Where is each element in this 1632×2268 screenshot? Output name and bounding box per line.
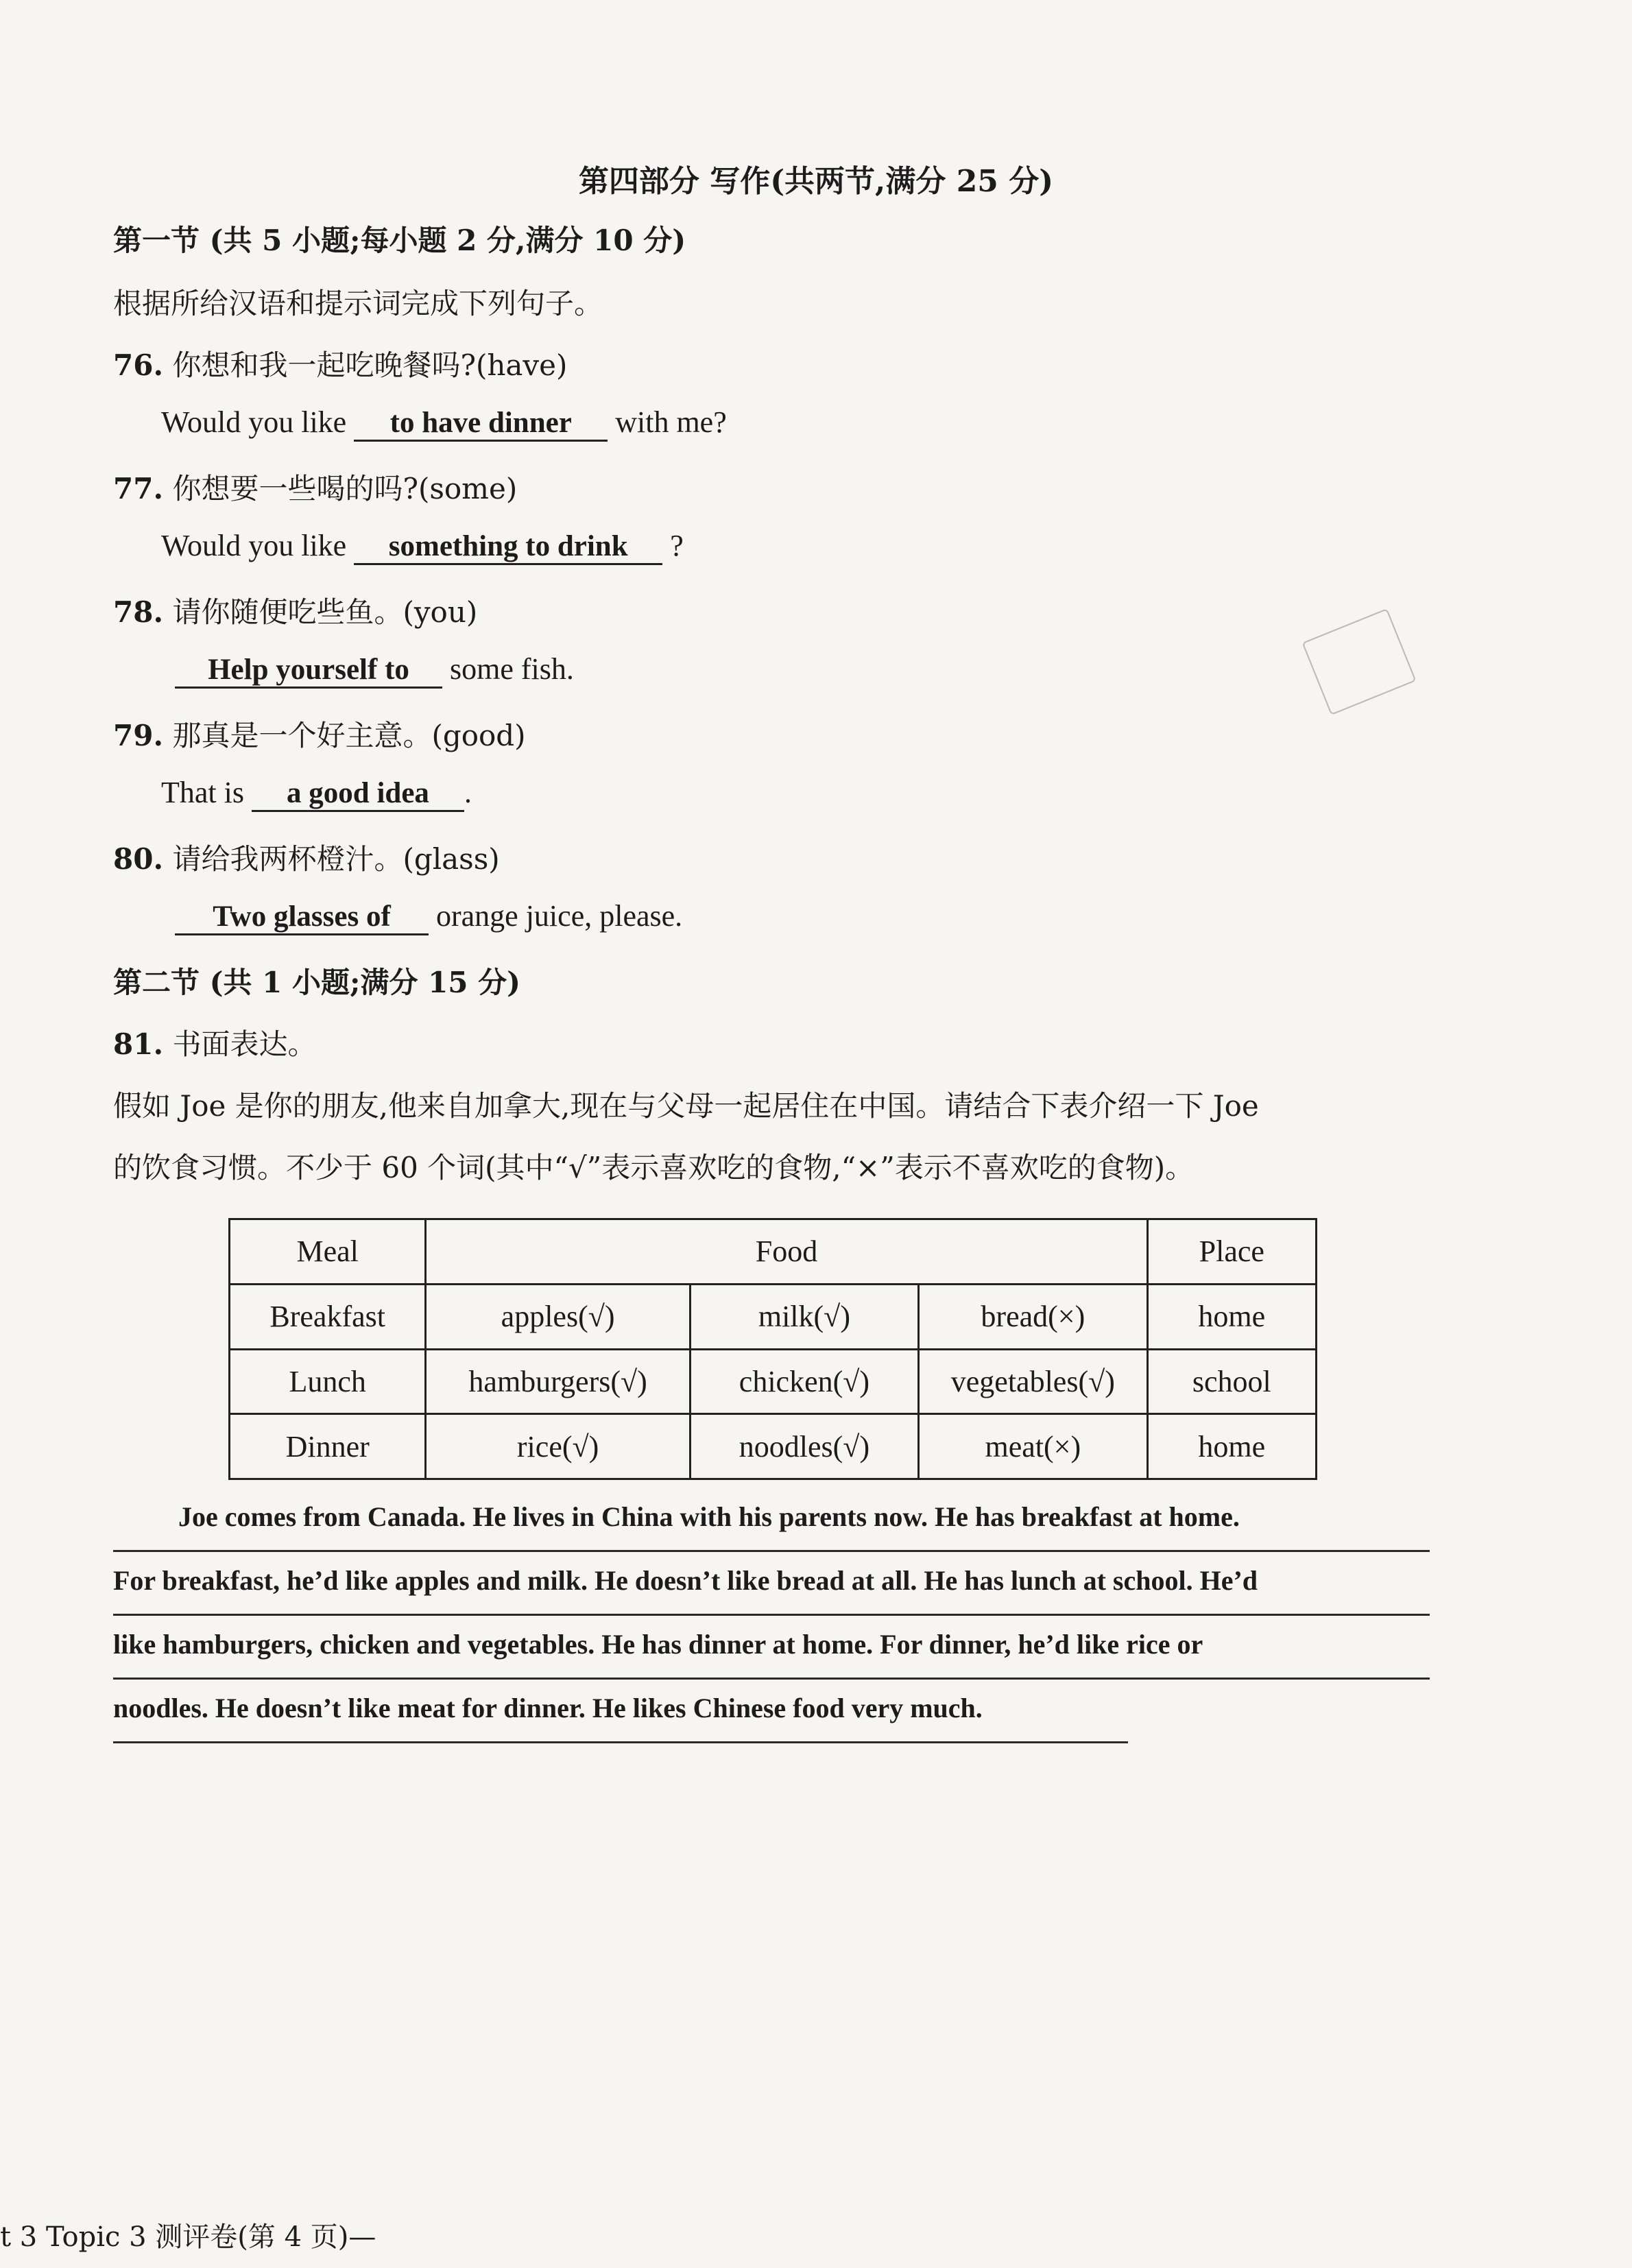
question-chinese: 你想要一些喝的吗?(some) [172, 472, 518, 505]
answer-blank: Two glasses of [175, 900, 429, 935]
food-cell: vegetables(√) [919, 1349, 1148, 1414]
page-title: 第四部分 写作(共两节,满分 25 分) [578, 164, 1054, 199]
essay-line: noodles. He doesn’t like meat for dinner. He likes Chinese food very much. [113, 1680, 1128, 1743]
food-cell: hamburgers(√) [426, 1349, 690, 1414]
question-79-sentence [161, 775, 472, 812]
question-number: 78. [113, 595, 164, 629]
table-row [230, 1284, 1317, 1349]
question-number: 76. [113, 348, 164, 382]
question-78-sentence [175, 652, 574, 689]
question-77-sentence [161, 528, 684, 565]
food-cell: bread(×) [919, 1284, 1148, 1349]
question-number: 77. [113, 472, 164, 505]
question-76-prompt [113, 343, 567, 384]
prompt-line-2: 的饮食习惯。不少于 60 个词(其中“√”表示喜欢吃的食物,“×”表示不喜欢吃的食物)。 [113, 1151, 1195, 1184]
question-80-sentence [175, 898, 682, 935]
sentence-before: Would you like [161, 529, 347, 562]
food-cell: rice(√) [426, 1414, 690, 1479]
sentence-after: . [464, 776, 472, 809]
page-footer: t 3 Topic 3 测评卷(第 4 页)— [0, 2221, 376, 2253]
header-meal: Meal [230, 1219, 426, 1285]
essay-answer [113, 1488, 1430, 1743]
answer-blank: something to drink [354, 529, 662, 565]
sentence-before: That is [161, 776, 244, 809]
sentence-after: ? [670, 529, 684, 562]
answer-blank: to have dinner [354, 406, 608, 442]
question-78-prompt [113, 590, 477, 631]
section2-heading: 第二节 (共 1 小题;满分 15 分) [113, 966, 521, 999]
question-81-title [113, 1022, 316, 1063]
question-76-sentence [161, 405, 727, 442]
answer-blank: Help yourself to [175, 653, 442, 689]
question-79-prompt [113, 713, 526, 754]
food-cell: milk(√) [690, 1284, 918, 1349]
section1-instruction: 根据所给汉语和提示词完成下列句子。 [113, 287, 603, 320]
prompt-line-1: 假如 Joe 是你的朋友,他来自加拿大,现在与父母一起居住在中国。请结合下表介绍一下 Joe [113, 1089, 1259, 1123]
sentence-after: some fish. [450, 652, 574, 686]
meal-cell: Lunch [230, 1349, 426, 1414]
meal-cell: Dinner [230, 1414, 426, 1479]
sentence-after: with me? [615, 405, 727, 439]
question-number: 79. [113, 719, 164, 752]
header-place: Place [1147, 1219, 1316, 1285]
food-cell: apples(√) [426, 1284, 690, 1349]
answer-blank: a good idea [252, 776, 464, 812]
food-table [228, 1218, 1317, 1480]
sentence-before: Would you like [161, 405, 347, 439]
question-number: 80. [113, 842, 164, 876]
question-chinese: 请给我两杯橙汁。(glass) [172, 842, 500, 876]
sentence-after: orange juice, please. [436, 899, 683, 933]
question-chinese: 书面表达。 [172, 1027, 317, 1061]
question-chinese: 请你随便吃些鱼。(you) [172, 595, 478, 629]
food-cell: chicken(√) [690, 1349, 918, 1414]
essay-line: like hamburgers, chicken and vegetables. He has dinner at home. For dinner, he’d like rice or [113, 1616, 1430, 1680]
place-cell: home [1147, 1284, 1316, 1349]
food-cell: noodles(√) [690, 1414, 918, 1479]
table-row [230, 1414, 1317, 1479]
header-food: Food [426, 1219, 1147, 1285]
question-chinese: 你想和我一起吃晚餐吗?(have) [172, 348, 568, 382]
question-80-prompt [113, 837, 500, 878]
question-77-prompt [113, 466, 517, 508]
section1-heading: 第一节 (共 5 小题;每小题 2 分,满分 10 分) [113, 224, 686, 257]
essay-line: For breakfast, he’d like apples and milk. He doesn’t like bread at all. He has lunch at school. He’d [113, 1552, 1430, 1616]
essay-line: Joe comes from Canada. He lives in China with his parents now. He has breakfast at home. [113, 1488, 1430, 1552]
place-cell: school [1147, 1349, 1316, 1414]
meal-cell: Breakfast [230, 1284, 426, 1349]
food-cell: meat(×) [919, 1414, 1148, 1479]
table-row [230, 1349, 1317, 1414]
table-header-row [230, 1219, 1317, 1285]
stamp-mark-icon [1302, 608, 1417, 715]
question-chinese: 那真是一个好主意。(good) [172, 719, 526, 752]
place-cell: home [1147, 1414, 1316, 1479]
question-number: 81. [113, 1027, 164, 1061]
